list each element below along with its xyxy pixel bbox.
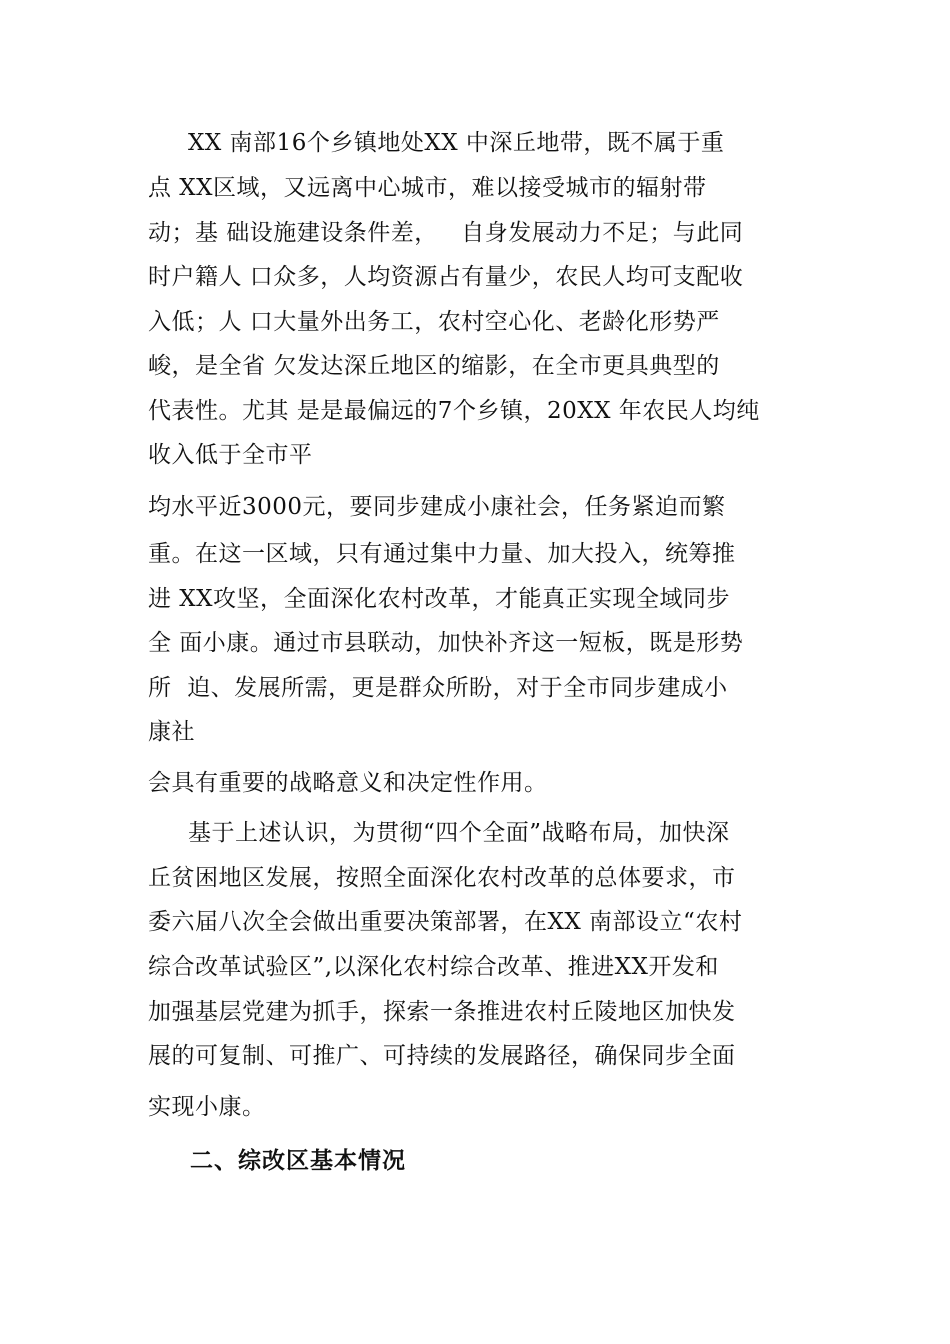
paragraph-line: 实现小康。 [148, 1094, 266, 1120]
section-heading: 二、综改区基本情况 [190, 1148, 406, 1174]
paragraph-line: 全 面小康。通过市县联动，加快补齐这一短板，既是形势 [148, 630, 744, 656]
paragraph-line: 峻，是全省 欠发达深丘地区的缩影，在全市更具典型的 [148, 353, 720, 379]
paragraph-line: 综合改革试验区”,以深化农村综合改革、推进XX开发和 [148, 954, 719, 980]
paragraph-line: 展的可复制、可推广、可持续的发展路径，确保同步全面 [148, 1043, 736, 1069]
paragraph-line: 进 XX攻坚，全面深化农村改革，才能真正实现全域同步 [148, 586, 731, 612]
paragraph-line: 所 迫、发展所需，更是群众所盼，对于全市同步建成小 [148, 675, 728, 701]
paragraph-line: 康社 [148, 719, 195, 745]
paragraph-line: 丘贫困地区发展，按照全面深化农村改革的总体要求，市 [148, 865, 736, 891]
paragraph-line: XX 南部16个乡镇地处XX 中深丘地带，既不属于重 [188, 130, 725, 156]
paragraph-line: 收入低于全市平 [148, 442, 313, 468]
paragraph-line: 会具有重要的战略意义和决定性作用。 [148, 770, 548, 796]
paragraph-line: 委六届八次全会做出重要决策部署，在XX 南部设立“农村 [148, 909, 743, 935]
paragraph-line: 时户籍人 口众多，人均资源占有量少，农民人均可支配收 [148, 264, 744, 290]
paragraph-line: 加强基层党建为抓手，探索一条推进农村丘陵地区加快发 [148, 999, 736, 1025]
paragraph-line: 动；基 础设施建设条件差， 自身发展动力不足；与此同 [148, 220, 744, 246]
paragraph-line: 均水平近3000元，要同步建成小康社会，任务紧迫而繁 [148, 494, 726, 520]
paragraph-line: 点 XX区域，又远离中心城市，难以接受城市的辐射带 [148, 175, 707, 201]
paragraph-line: 代表性。尤其 是是最偏远的7个乡镇，20XX 年农民人均纯 [148, 398, 760, 424]
paragraph-line: 基于上述认识，为贯彻“四个全面”战略布局，加快深 [188, 820, 730, 846]
paragraph-line: 入低；人 口大量外出务工，农村空心化、老龄化形势严 [148, 309, 720, 335]
paragraph-line: 重。在这一区域，只有通过集中力量、加大投入，统筹推 [148, 541, 736, 567]
